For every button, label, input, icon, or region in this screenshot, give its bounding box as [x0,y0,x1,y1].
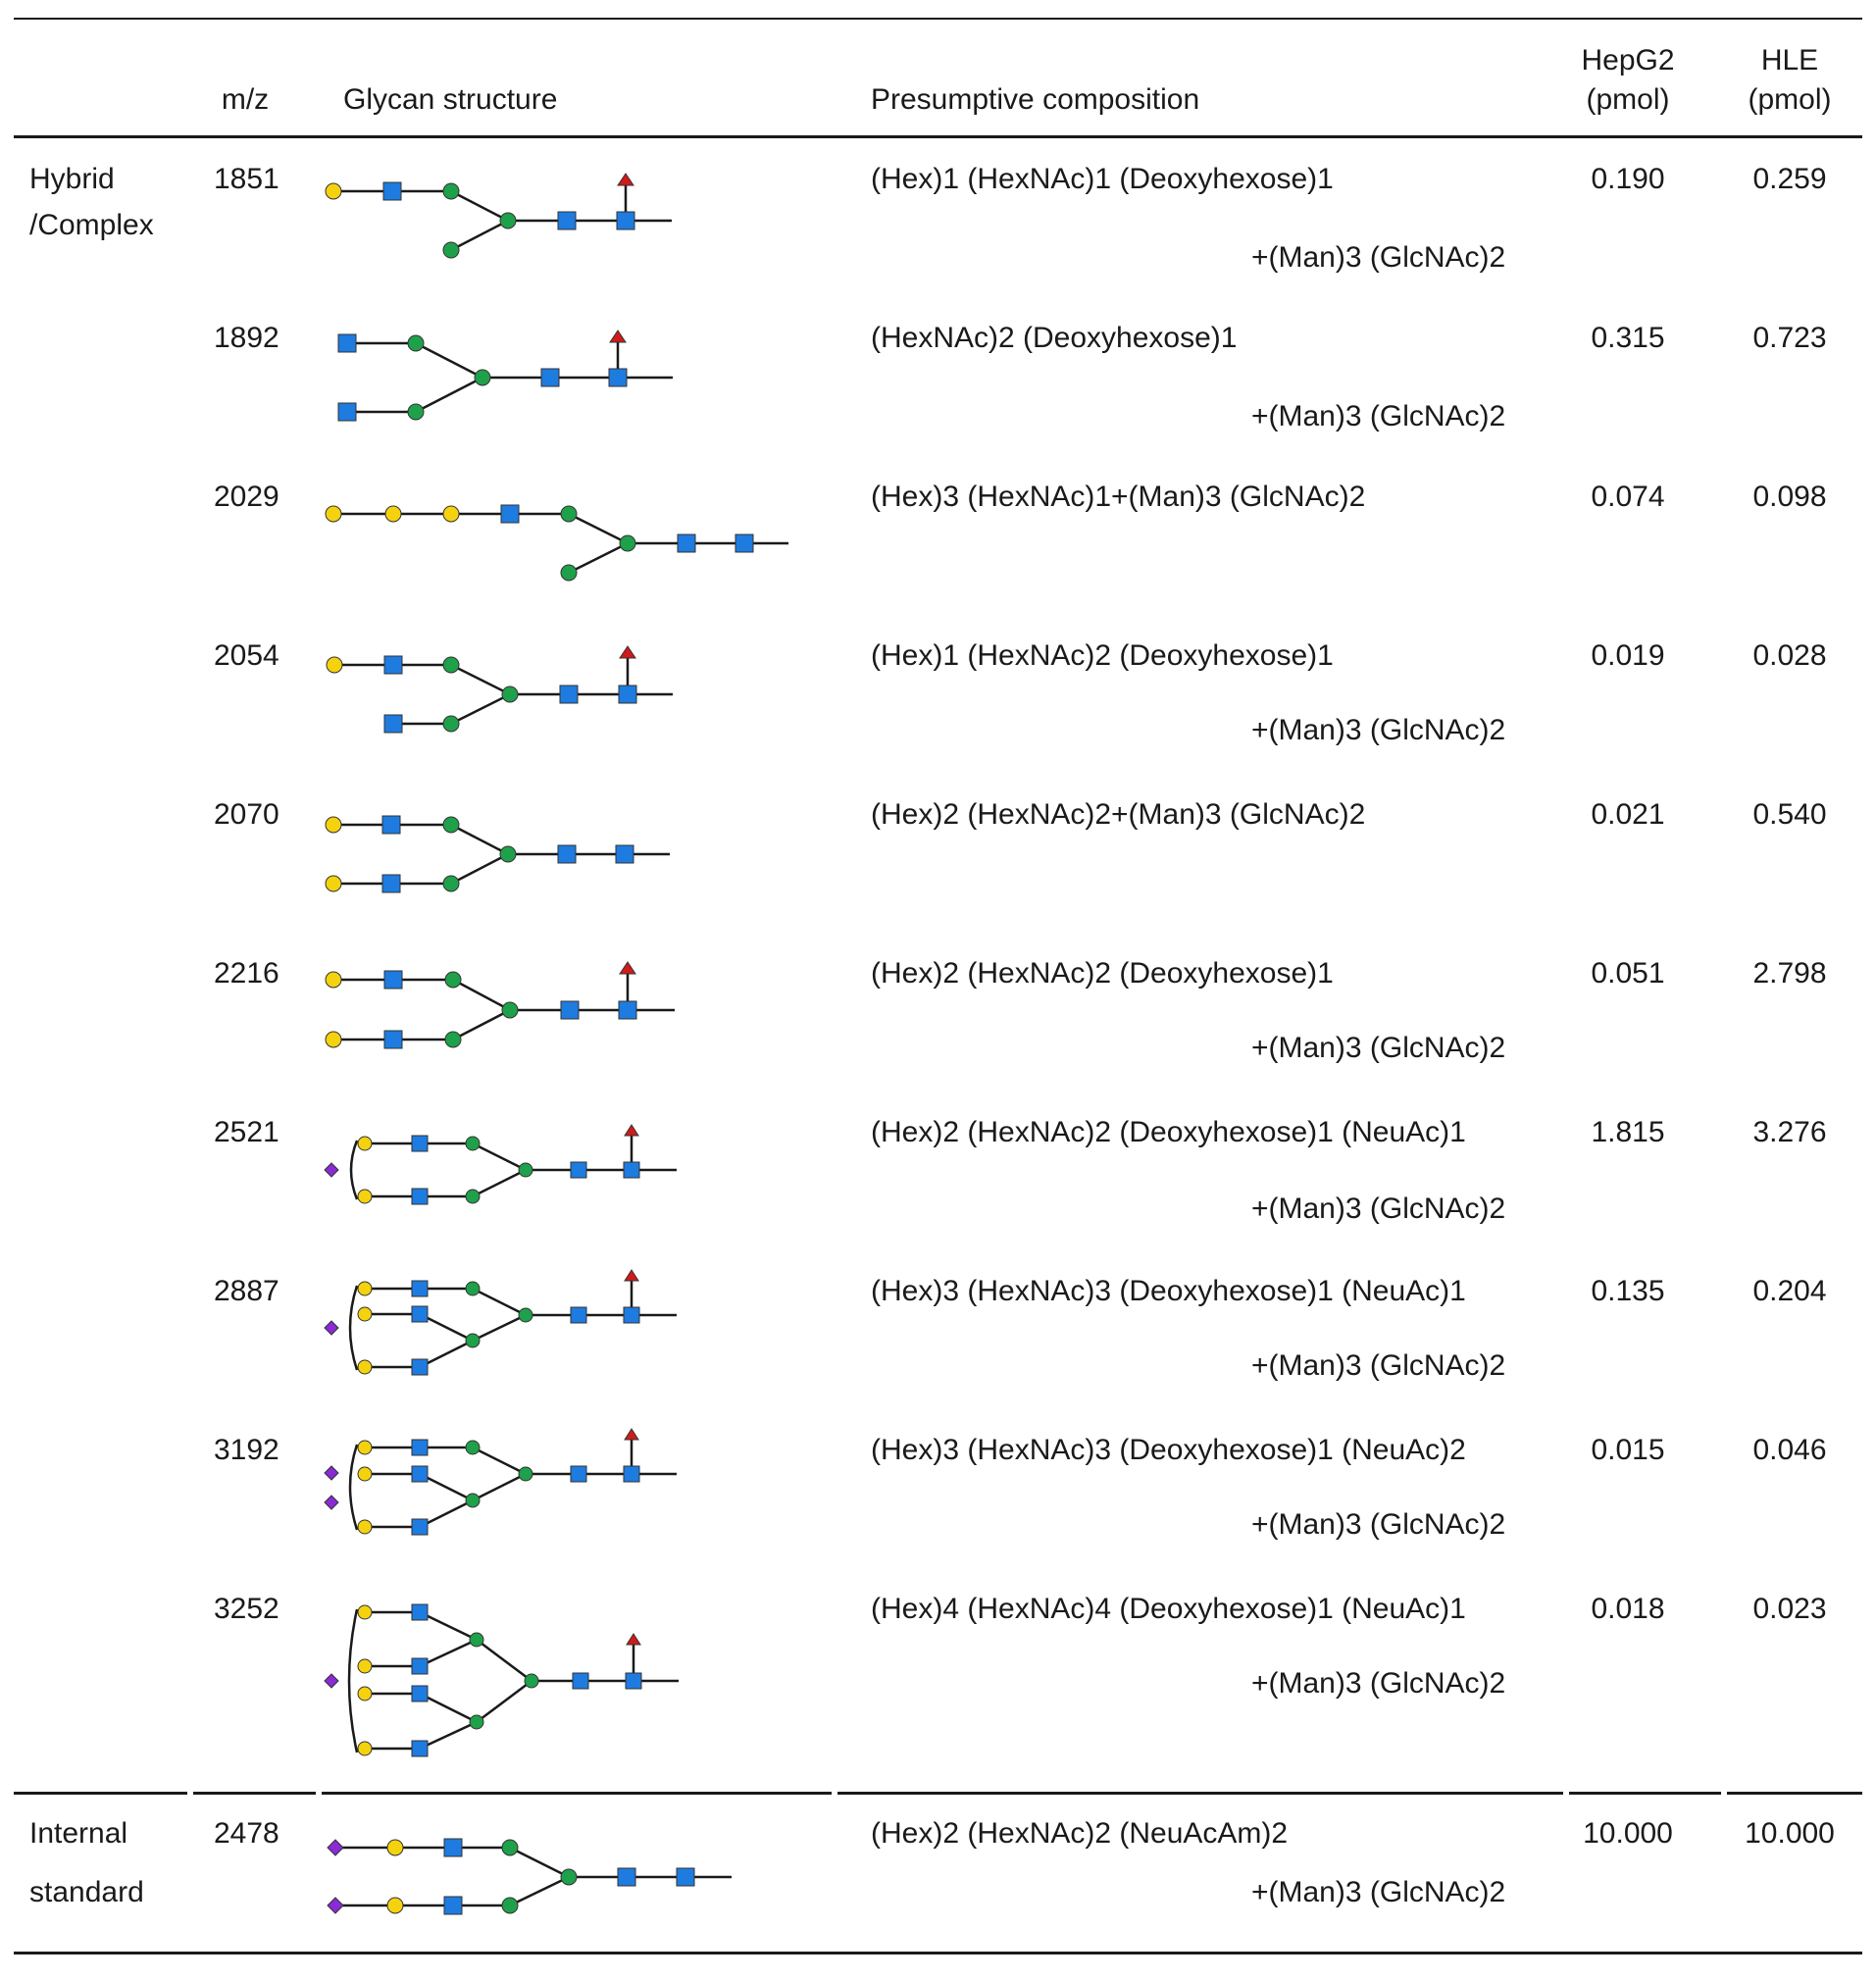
section-rule-3 [322,1792,832,1795]
row-composition: (Hex)3 (HexNAc)1+(Man)3 (GlcNAc)2 [871,481,1366,513]
glycan-svg [314,475,824,592]
row-hle: 3.276 [1752,1116,1827,1148]
group-label-internal-standard-2: standard [29,1876,144,1908]
glcnac-symbol [558,212,576,229]
row-hepg2: 0.051 [1591,957,1665,990]
header-hle-line2: (pmol) [1748,83,1832,116]
glycan-svg [314,1269,824,1387]
mannose-symbol [443,817,459,833]
row-hle: 0.028 [1752,639,1827,672]
mannose-symbol [502,686,518,702]
mannose-symbol [443,716,459,732]
glcnac-symbol [412,1306,428,1322]
galactose-symbol [326,183,341,199]
fucose-symbol [627,1634,640,1645]
mannose-symbol [443,242,459,258]
glcnac-symbol [624,1466,639,1482]
row-composition-cont: +(Man)3 (GlcNAc)2 [1251,1349,1506,1382]
mannose-symbol [445,1032,461,1047]
section-rule-5 [1569,1792,1721,1795]
glcnac-symbol [412,1440,428,1455]
mannose-symbol [443,183,459,199]
glcnac-symbol [412,1658,428,1674]
row-mz: 2216 [214,957,279,990]
glcnac-symbol [383,182,401,200]
mannose-symbol [502,1002,518,1018]
row-composition-cont: +(Man)3 (GlcNAc)2 [1251,714,1506,746]
glcnac-symbol [412,1741,428,1756]
galactose-symbol [327,657,342,673]
sialic-acid-symbol [325,1496,338,1509]
header-mz: m/z [221,83,270,116]
row-composition-cont: +(Man)3 (GlcNAc)2 [1251,1508,1506,1541]
galactose-symbol [387,1898,403,1913]
glcnac-symbol [618,1868,635,1886]
row-mz: 2478 [214,1817,279,1850]
galactose-symbol [358,1137,372,1150]
mannose-symbol [475,370,490,385]
glcnac-symbol [412,1136,428,1151]
galactose-symbol [358,1467,372,1481]
glcnac-symbol [338,334,356,352]
glcnac-symbol [412,1189,428,1204]
glcnac-symbol [558,845,576,863]
glcnac-symbol [501,505,519,523]
mannose-symbol [561,506,577,522]
row-hepg2: 0.018 [1591,1593,1665,1625]
glycan-svg [314,951,824,1069]
glcnac-symbol [571,1162,586,1178]
sialic-acid-symbol [325,1466,338,1480]
glycan-svg [314,792,824,910]
mannose-symbol [519,1308,532,1322]
row-composition-cont: +(Man)3 (GlcNAc)2 [1251,1032,1506,1064]
row-mz: 2887 [214,1275,279,1307]
row-hle: 0.723 [1752,322,1827,354]
header-hle-line1: HLE [1760,44,1819,76]
galactose-symbol [358,1520,372,1534]
galactose-symbol [358,1605,372,1619]
row-composition: (HexNAc)2 (Deoxyhexose)1 [871,322,1238,354]
row-composition-cont: +(Man)3 (GlcNAc)2 [1251,1667,1506,1700]
mannose-symbol [445,972,461,988]
galactose-symbol [326,1032,341,1047]
glcnac-symbol [412,1466,428,1482]
fucose-symbol [618,174,634,185]
row-mz: 3192 [214,1434,279,1466]
glycan-structure-2216 [314,951,824,1069]
mannose-symbol [466,1190,480,1203]
galactose-symbol [385,506,401,522]
sialic-acid-symbol [325,1674,338,1688]
section-rule-4 [837,1792,1563,1795]
galactose-symbol [443,506,459,522]
galactose-symbol [387,1840,403,1855]
group-label-hybrid-complex-2: /Complex [29,209,154,241]
glycan-structure-1851 [314,157,824,275]
mannose-symbol [519,1467,532,1481]
mannose-symbol [466,1494,480,1507]
glycan-structure-2521 [314,1110,824,1228]
row-mz: 2070 [214,798,279,831]
glycan-structure-2887 [314,1269,824,1387]
row-hle: 0.098 [1752,481,1827,513]
galactose-symbol [358,1360,372,1374]
row-hepg2: 0.019 [1591,639,1665,672]
glcnac-symbol [571,1307,586,1323]
glycan-svg [314,1110,824,1228]
row-composition-cont: +(Man)3 (GlcNAc)2 [1251,1193,1506,1225]
row-hle: 10.000 [1745,1817,1835,1850]
glcnac-symbol [384,971,402,989]
glycan-svg [314,1594,824,1770]
glcnac-symbol [541,369,559,386]
galactose-symbol [358,1282,372,1295]
row-composition: (Hex)1 (HexNAc)1 (Deoxyhexose)1 [871,163,1334,195]
header-structure: Glycan structure [343,83,558,116]
row-mz: 1892 [214,322,279,354]
galactose-symbol [358,1659,372,1673]
mannose-symbol [470,1715,483,1729]
row-hle: 0.046 [1752,1434,1827,1466]
group-label-internal-standard: Internal [29,1817,128,1850]
row-hepg2: 0.074 [1591,481,1665,513]
glcnac-symbol [626,1673,641,1689]
glcnac-symbol [382,875,400,892]
glycan-structure-2029 [314,475,824,592]
glcnac-symbol [412,1686,428,1701]
glycan-svg [314,1819,824,1937]
section-rule-2 [193,1792,316,1795]
glcnac-symbol [609,369,627,386]
header-hepg2-line2: (pmol) [1586,83,1670,116]
top-rule [14,18,1862,20]
mannose-symbol [519,1163,532,1177]
fucose-symbol [625,1429,638,1440]
glcnac-symbol [619,685,636,703]
row-hle: 2.798 [1752,957,1827,990]
mannose-symbol [466,1441,480,1454]
header-composition: Presumptive composition [871,83,1200,116]
group-label-hybrid-complex: Hybrid [29,163,115,195]
glycan-svg [314,157,824,275]
row-mz: 3252 [214,1593,279,1625]
glcnac-symbol [412,1281,428,1296]
galactose-symbol [326,876,341,891]
mannose-symbol [561,1869,577,1885]
mannose-symbol [500,213,516,228]
galactose-symbol [358,1687,372,1701]
mannose-symbol [561,565,577,581]
galactose-symbol [358,1307,372,1321]
glcnac-symbol [444,1897,462,1914]
fucose-symbol [610,330,626,342]
galactose-symbol [358,1441,372,1454]
row-composition: (Hex)2 (HexNAc)2 (Deoxyhexose)1 [871,957,1334,990]
row-hepg2: 0.190 [1591,163,1665,195]
mannose-symbol [408,404,424,420]
glcnac-symbol [384,1031,402,1048]
galactose-symbol [358,1190,372,1203]
row-mz: 2054 [214,639,279,672]
mannose-symbol [466,1137,480,1150]
glcnac-symbol [338,403,356,421]
glcnac-symbol [624,1307,639,1323]
row-composition-cont: +(Man)3 (GlcNAc)2 [1251,400,1506,432]
glcnac-symbol [616,845,634,863]
mannose-symbol [443,876,459,891]
glcnac-symbol [573,1673,588,1689]
row-hepg2: 1.815 [1591,1116,1665,1148]
sialic-acid-symbol [328,1898,343,1913]
sialic-acid-symbol [325,1321,338,1335]
mannose-symbol [502,1898,518,1913]
row-mz: 2521 [214,1116,279,1148]
glycan-structure-2070 [314,792,824,910]
glcnac-symbol [382,816,400,834]
row-composition-cont: +(Man)3 (GlcNAc)2 [1251,241,1506,274]
glcnac-symbol [384,656,402,674]
row-composition: (Hex)4 (HexNAc)4 (Deoxyhexose)1 (NeuAc)1 [871,1593,1466,1625]
mannose-symbol [470,1633,483,1647]
glcnac-symbol [412,1519,428,1535]
glcnac-symbol [624,1162,639,1178]
glcnac-symbol [677,1868,694,1886]
mannose-symbol [408,335,424,351]
mannose-symbol [443,657,459,673]
glycan-svg [314,316,824,433]
glcnac-symbol [561,1001,579,1019]
fucose-symbol [625,1270,638,1281]
mannose-symbol [500,846,516,862]
section-rule-1 [14,1792,187,1795]
mannose-symbol [466,1334,480,1347]
row-hepg2: 10.000 [1583,1817,1673,1850]
row-composition: (Hex)1 (HexNAc)2 (Deoxyhexose)1 [871,639,1334,672]
galactose-symbol [326,972,341,988]
mannose-symbol [466,1282,480,1295]
row-hepg2: 0.315 [1591,322,1665,354]
glcnac-symbol [444,1839,462,1856]
row-hle: 0.540 [1752,798,1827,831]
glcnac-symbol [412,1359,428,1375]
row-mz: 2029 [214,481,279,513]
row-hepg2: 0.135 [1591,1275,1665,1307]
row-composition: (Hex)3 (HexNAc)3 (Deoxyhexose)1 (NeuAc)1 [871,1275,1466,1307]
glcnac-symbol [619,1001,636,1019]
glcnac-symbol [571,1466,586,1482]
mannose-symbol [502,1840,518,1855]
glcnac-symbol [735,534,753,552]
galactose-symbol [326,817,341,833]
row-composition: (Hex)2 (HexNAc)2 (Deoxyhexose)1 (NeuAc)1 [871,1116,1466,1148]
glcnac-symbol [678,534,695,552]
row-hle: 0.204 [1752,1275,1827,1307]
glycan-structure-1892 [314,316,824,433]
row-composition: (Hex)2 (HexNAc)2 (NeuAcAm)2 [871,1817,1289,1850]
header-hepg2-line1: HepG2 [1581,44,1675,76]
glcnac-symbol [617,212,634,229]
row-hepg2: 0.015 [1591,1434,1665,1466]
row-composition: (Hex)2 (HexNAc)2+(Man)3 (GlcNAc)2 [871,798,1366,831]
fucose-symbol [620,962,635,974]
section-rule-6 [1727,1792,1862,1795]
row-hle: 0.259 [1752,163,1827,195]
glcnac-symbol [412,1604,428,1620]
glycan-structure-2478 [314,1819,824,1937]
galactose-symbol [326,506,341,522]
glcnac-symbol [384,715,402,733]
glycan-svg [314,634,824,751]
mannose-symbol [620,535,635,551]
row-composition: (Hex)3 (HexNAc)3 (Deoxyhexose)1 (NeuAc)2 [871,1434,1466,1466]
row-hle: 0.023 [1752,1593,1827,1625]
row-mz: 1851 [214,163,279,195]
fucose-symbol [620,646,635,658]
glycan-svg [314,1428,824,1546]
glycan-structure-2054 [314,634,824,751]
mannose-symbol [525,1674,538,1688]
sialic-acid-symbol [328,1840,343,1855]
bottom-rule [14,1952,1862,1955]
sialic-acid-symbol [325,1163,338,1177]
row-hepg2: 0.021 [1591,798,1665,831]
glcnac-symbol [560,685,578,703]
fucose-symbol [625,1125,638,1136]
glycan-structure-3192 [314,1428,824,1546]
galactose-symbol [358,1742,372,1755]
header-rule [14,135,1862,138]
glycan-structure-3252 [314,1594,824,1770]
row-composition-cont: +(Man)3 (GlcNAc)2 [1251,1876,1506,1908]
